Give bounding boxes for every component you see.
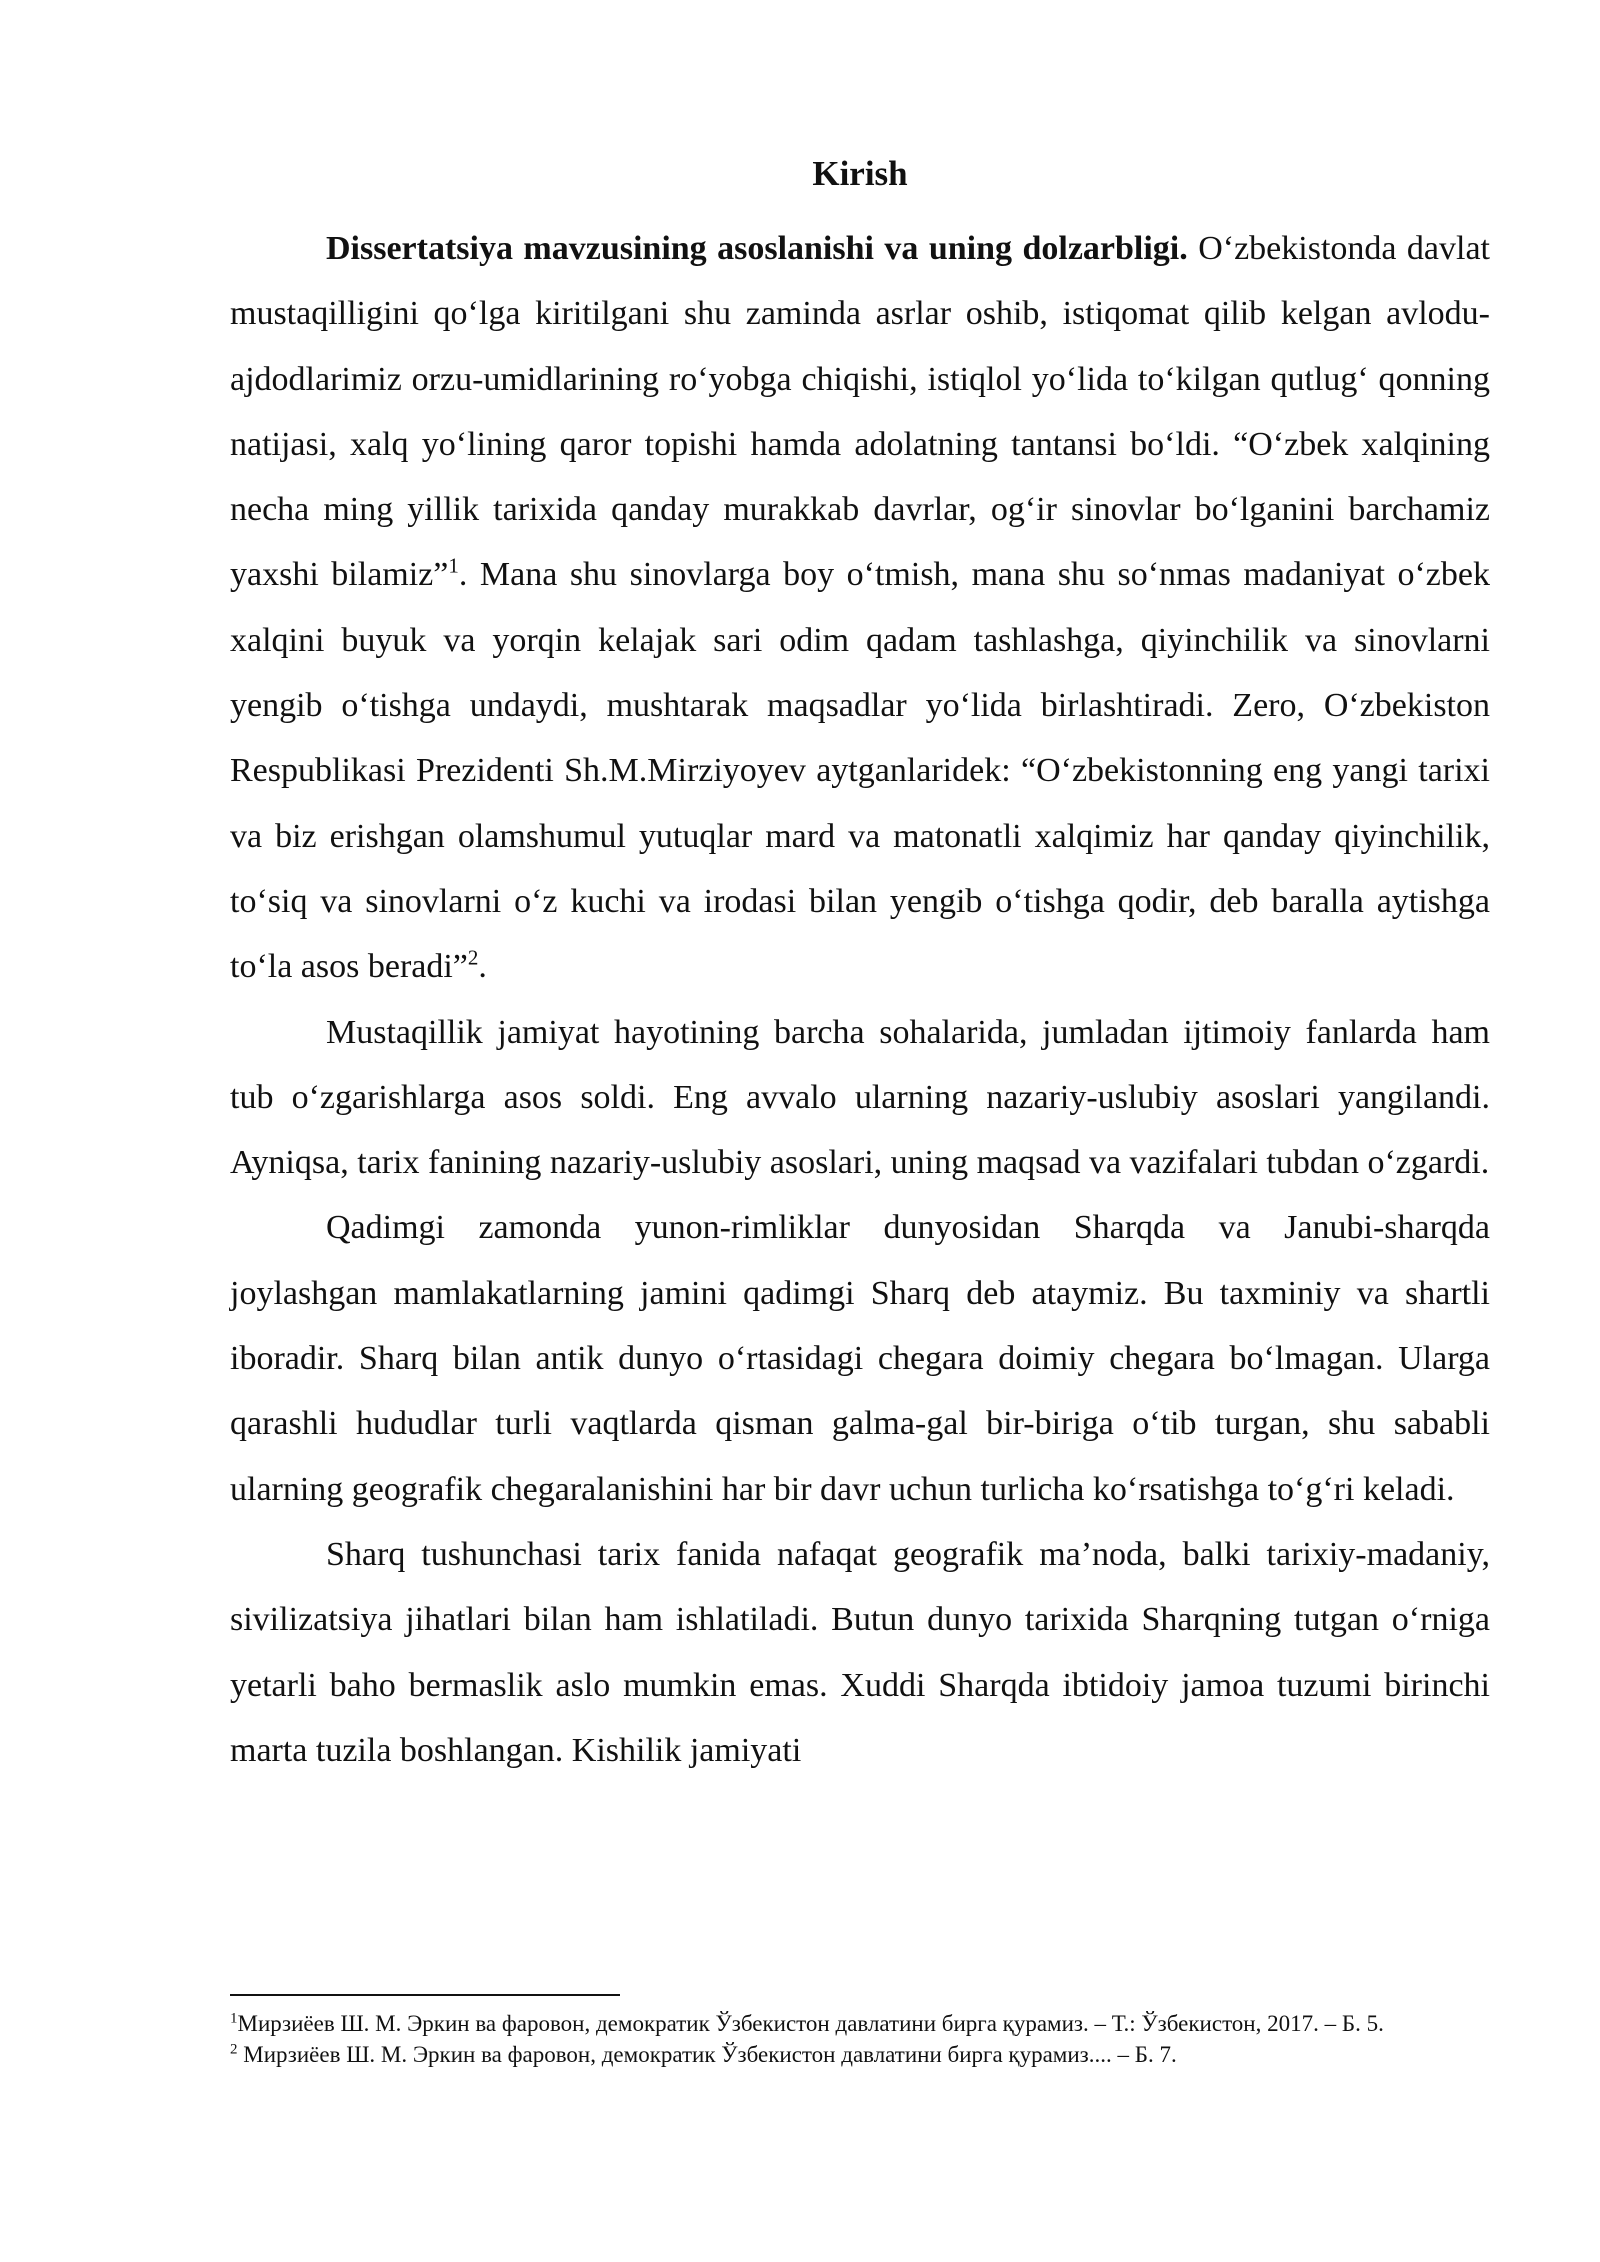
footnote-2-text: Мирзиёев Ш. М. Эркин ва фаровон, демократик Ўзбекистон давлатини бирга қурамиз.... – Б. 7. xyxy=(237,2042,1177,2067)
paragraph-1-lead: Dissertatsiya mavzusining asoslanishi va uning dolzarbligi. xyxy=(326,230,1188,267)
paragraph-3: Qadimgi zamonda yunon-rimliklar dunyosidan Sharqda va Janubi-sharqda joylashgan mamlakatlarning jamini qadimgi Sharq deb ataymiz. Bu taxminiy va shartli iboradir. Sharq bilan antik dunyo o‘rtasidagi chegara doimiy chegara bo‘lmagan. Ularga qarashli hududlar turli vaqtlarda qisman galma-gal bir-biriga o‘tib turgan, shu sababli ularning geografik chegaralanishini har bir davr uchun turlicha ko‘rsatishga to‘g‘ri keladi. xyxy=(230,1209,1490,1508)
footnote-1-mark: 1 xyxy=(230,2010,238,2027)
document-page xyxy=(230,150,1490,1783)
paragraph-1-text-c: . xyxy=(478,948,487,986)
footnote-1-text: Мирзиёев Ш. М. Эркин ва фаровон, демократик Ўзбекистон давлатини бирга қурамиз. – Т.: Ўзбекистон, 2017. – Б. 5. xyxy=(237,2011,1384,2036)
paragraph-1 xyxy=(230,216,1490,1000)
paragraph-1-text-b: . Mana shu sinovlarga boy o‘tmish, mana shu so‘nmas madaniyat o‘zbek xalqini buyuk va yorqin kelajak sari odim qadam tashlashga, qiyinchilik va sinovlarni yengib o‘tishga undaydi, mushtarak maqsadlar yo‘lida birlashtiradi. Zero, O‘zbekiston Respublikasi Prezidenti Sh.M.Mirziyoyev aytganlaridek: “O‘zbekistonning eng yangi tarixi va biz erishgan olamshumul yutuqlar mard va matonatli xalqimiz har qanday qiyinchilik, to‘siq va sinovlarni o‘z kuchi va irodasi bilan yengib o‘tishga qodir, deb baralla aytishga to‘la asos beradi” xyxy=(230,556,1490,986)
footnote-separator xyxy=(230,1994,620,1996)
paragraph-4: Sharq tushunchasi tarix fanida nafaqat geografik ma’noda, balki tarixiy-madaniy, sivilizatsiya jihatlari bilan ham ishlatiladi. Butun dunyo tarixida Sharqning tutgan o‘rniga yetarli baho bermaslik aslo mumkin emas. Xuddi Sharqda ibtidoiy jamoa tuzumi birinchi marta tuzila boshlangan. Kishilik jamiyati xyxy=(230,1535,1490,1769)
footnote-ref-1[interactable]: 1 xyxy=(448,554,459,579)
paragraph-2: Mustaqillik jamiyat hayotining barcha sohalarida, jumladan ijtimoiy fanlarda ham tub o‘zgarishlarga asos soldi. Eng avvalo ularning nazariy-uslubiy asoslari yangilandi. Ayniqsa, tarix fanining nazariy-uslubiy asoslari, uning maqsad va vazifalari tubdan o‘zgardi. xyxy=(230,1013,1490,1182)
paragraph-1-text-a: O‘zbekistonda davlat mustaqilligini qo‘lga kiritilgani shu zaminda asrlar oshib, istiqomat qilib kelgan avlodu-ajdodlarimiz orzu-umidlarining ro‘yobga chiqishi, istiqlol yo‘lida to‘kilgan qutlug‘ qonning natijasi, xalq yo‘lining qaror topishi hamda adolatning tantansi bo‘ldi. “O‘zbek xalqining necha ming yillik tarixida qanday murakkab davrlar, og‘ir sinovlar bo‘lganini barchamiz yaxshi bilamiz” xyxy=(230,230,1490,594)
footnote-2 xyxy=(230,2039,1490,2070)
footnote-2-mark: 2 xyxy=(230,2041,238,2058)
footnotes xyxy=(230,2008,1490,2070)
footnote-ref-2[interactable]: 2 xyxy=(467,945,479,970)
footnote-1 xyxy=(230,2008,1490,2039)
section-heading: Kirish xyxy=(812,154,908,193)
